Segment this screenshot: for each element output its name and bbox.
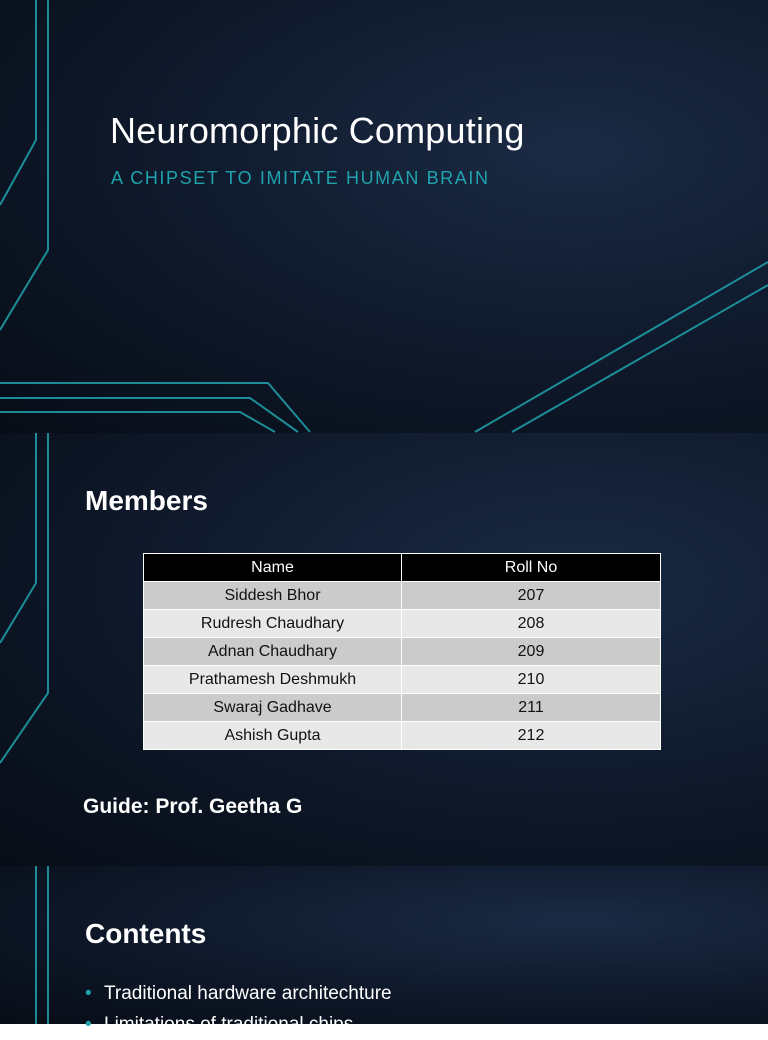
table-row xyxy=(144,610,661,638)
table-row xyxy=(144,582,661,610)
member-roll-no: 209 xyxy=(402,638,661,666)
contents-slide xyxy=(0,866,768,1035)
list-item xyxy=(85,1009,392,1040)
circuit-lines-decoration xyxy=(0,0,768,433)
member-roll-no: 207 xyxy=(402,582,661,610)
column-header-roll-no: Roll No xyxy=(402,554,661,582)
member-name: Prathamesh Deshmukh xyxy=(144,666,402,694)
member-roll-no: 211 xyxy=(402,694,661,722)
member-roll-no: 210 xyxy=(402,666,661,694)
table-header-row xyxy=(144,554,661,582)
member-name: Siddesh Bhor xyxy=(144,582,402,610)
list-item xyxy=(85,978,392,1009)
presentation-subtitle: A CHIPSET TO IMITATE HUMAN BRAIN xyxy=(111,168,490,188)
presentation-title: Neuromorphic Computing xyxy=(110,110,525,151)
member-name: Adnan Chaudhary xyxy=(144,638,402,666)
bullet-icon: • xyxy=(85,983,92,1004)
table-row xyxy=(144,638,661,666)
member-name: Ashish Gupta xyxy=(144,722,402,750)
column-header-name: Name xyxy=(144,554,402,582)
list-item-text: Limitations of traditional chips xyxy=(104,1014,354,1035)
members-heading: Members xyxy=(85,485,208,516)
member-name: Rudresh Chaudhary xyxy=(144,610,402,638)
table-row xyxy=(144,666,661,694)
table-row xyxy=(144,722,661,750)
members-slide xyxy=(0,433,768,866)
bullet-icon: • xyxy=(85,1014,92,1035)
member-name: Swaraj Gadhave xyxy=(144,694,402,722)
title-slide xyxy=(0,0,768,433)
guide-text: Guide: Prof. Geetha G xyxy=(83,795,303,818)
member-roll-no: 208 xyxy=(402,610,661,638)
list-item-text: Traditional hardware architechture xyxy=(104,983,392,1004)
contents-list xyxy=(85,978,392,1040)
member-roll-no: 212 xyxy=(402,722,661,750)
members-table xyxy=(143,553,661,750)
contents-heading: Contents xyxy=(85,918,207,949)
table-row xyxy=(144,694,661,722)
